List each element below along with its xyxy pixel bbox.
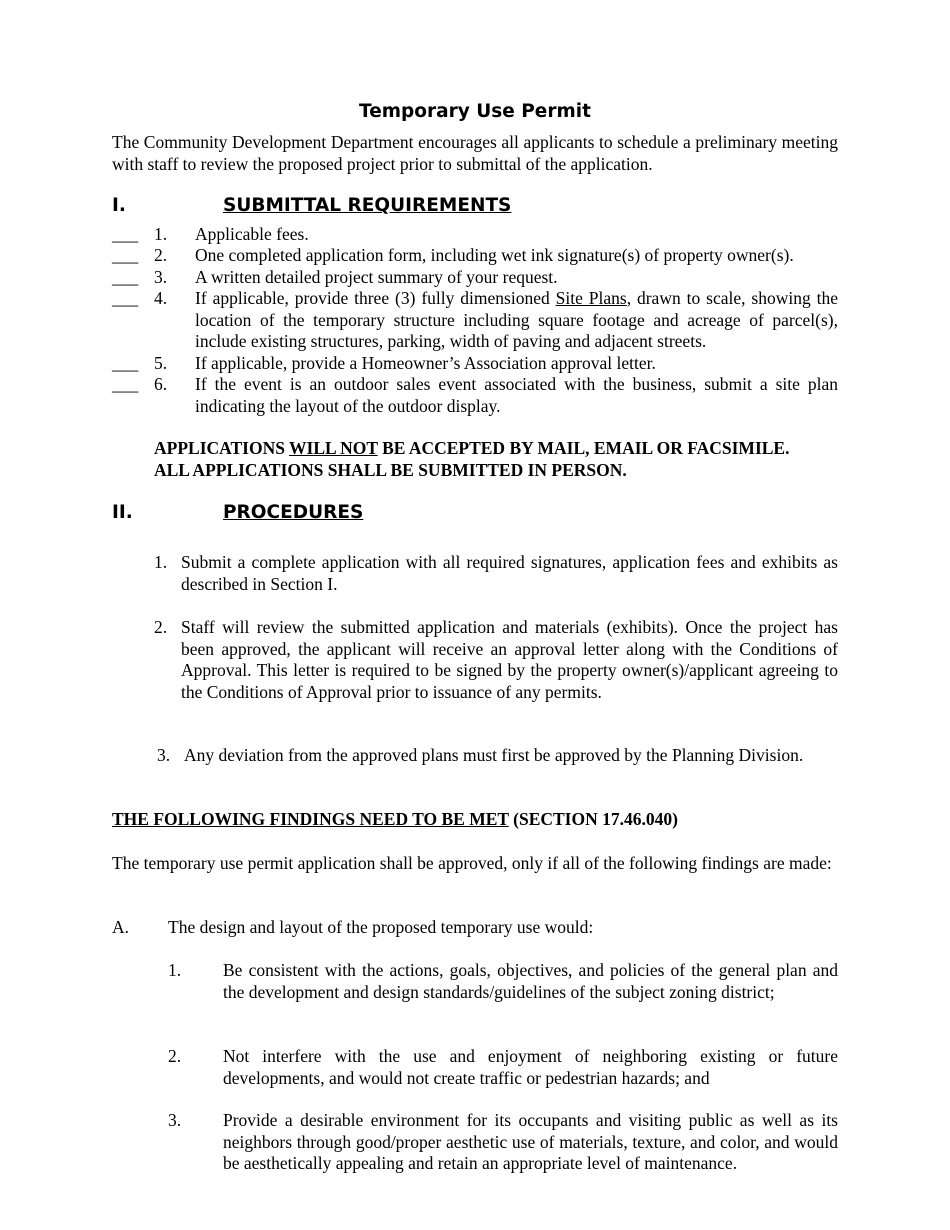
checklist-item-text: A written detailed project summary of your request. (195, 267, 558, 287)
checklist-number: 4. (154, 288, 168, 308)
finding-number: 1. (168, 960, 182, 980)
finding-number: 2. (168, 1046, 182, 1066)
notice-text: BE ACCEPTED BY MAIL, EMAIL OR FACSIMILE. (377, 438, 790, 458)
finding-number: 3. (168, 1110, 182, 1130)
finding-text: Be consistent with the actions, goals, objectives, and policies of the general plan and the development and design standards/guidelines of the subject zoning district; (223, 960, 838, 1002)
checklist-item-text: Applicable fees. (195, 224, 309, 244)
submission-notice-line-2: ALL APPLICATIONS SHALL BE SUBMITTED IN PERSON. (154, 460, 627, 480)
checklist-item-text: If the event is an outdoor sales event associated with the business, submit a site plan indicating the layout of the outdoor display. (195, 374, 838, 416)
notice-emphasis: WILL NOT (289, 438, 378, 458)
procedure-text: Submit a complete application with all required signatures, application fees and exhibits as described in Section I. (181, 552, 838, 594)
checklist-item-text-part: If applicable, provide three (3) fully dimensioned (195, 288, 556, 308)
submission-notice-line-1 (154, 438, 838, 460)
checklist-blank: ___ (112, 224, 139, 244)
section-1-numeral: I. (112, 195, 126, 216)
checklist-blank: ___ (112, 353, 139, 373)
checklist-item-text-part: , drawn to scale, showing the location of the temporary structure including square footage and acreage of parcel(s), include existing structures, parking, width of paving and adjacent streets. (195, 288, 838, 351)
checklist-number: 1. (154, 224, 168, 244)
findings-heading (112, 809, 838, 831)
notice-text: APPLICATIONS (154, 438, 290, 458)
checklist-number: 6. (154, 374, 168, 394)
checklist-blank: ___ (112, 288, 139, 308)
section-1-heading: SUBMITTAL REQUIREMENTS (223, 195, 512, 216)
findings-intro: The temporary use permit application shall be approved, only if all of the following findings are made: (112, 853, 832, 873)
checklist-blank: ___ (112, 245, 139, 265)
finding-text: Provide a desirable environment for its occupants and visiting public as well as its neighbors through good/proper aesthetic use of materials, texture, and color, and would be aesthetically appealing and retain an appropriate level of maintenance. (223, 1110, 838, 1173)
procedure-text: Staff will review the submitted application and materials (exhibits). Once the project has been approved, the applicant will receive an approval letter along with the Conditions of Approval. This letter is required to be signed by the property owner(s)/applicant agreeing to the Conditions of Approval prior to issuance of any permits. (181, 617, 838, 702)
checklist-number: 2. (154, 245, 168, 265)
page-title: Temporary Use Permit (359, 101, 591, 122)
procedure-text: Any deviation from the approved plans must first be approved by the Planning Division. (184, 745, 804, 765)
findings-heading-section: (SECTION 17.46.040) (508, 809, 678, 829)
findings-heading-underlined: THE FOLLOWING FINDINGS NEED TO BE MET (112, 809, 509, 829)
finding-text: Not interfere with the use and enjoyment of neighboring existing or future developments, and would not create traffic or pedestrian hazards; and (223, 1046, 838, 1088)
checklist-number: 5. (154, 353, 168, 373)
checklist-number: 3. (154, 267, 168, 287)
site-plans-term: Site Plans (555, 288, 627, 308)
procedure-number: 2. (154, 617, 168, 637)
procedure-number: 3. (157, 745, 171, 765)
procedure-number: 1. (154, 552, 168, 572)
checklist-item-text: If applicable, provide a Homeowner’s Association approval letter. (195, 353, 656, 373)
checklist-item-text (195, 288, 838, 353)
section-2-heading: PROCEDURES (223, 502, 364, 523)
checklist-blank: ___ (112, 374, 139, 394)
intro-paragraph: The Community Development Department encourages all applicants to schedule a preliminary meeting with staff to review the proposed project prior to submittal of the application. (112, 132, 838, 174)
finding-a-label: A. (112, 917, 130, 937)
finding-a-text: The design and layout of the proposed temporary use would: (168, 917, 594, 937)
section-2-numeral: II. (112, 502, 133, 523)
checklist-blank: ___ (112, 267, 139, 287)
checklist-item-text: One completed application form, including wet ink signature(s) of property owner(s). (195, 245, 794, 265)
